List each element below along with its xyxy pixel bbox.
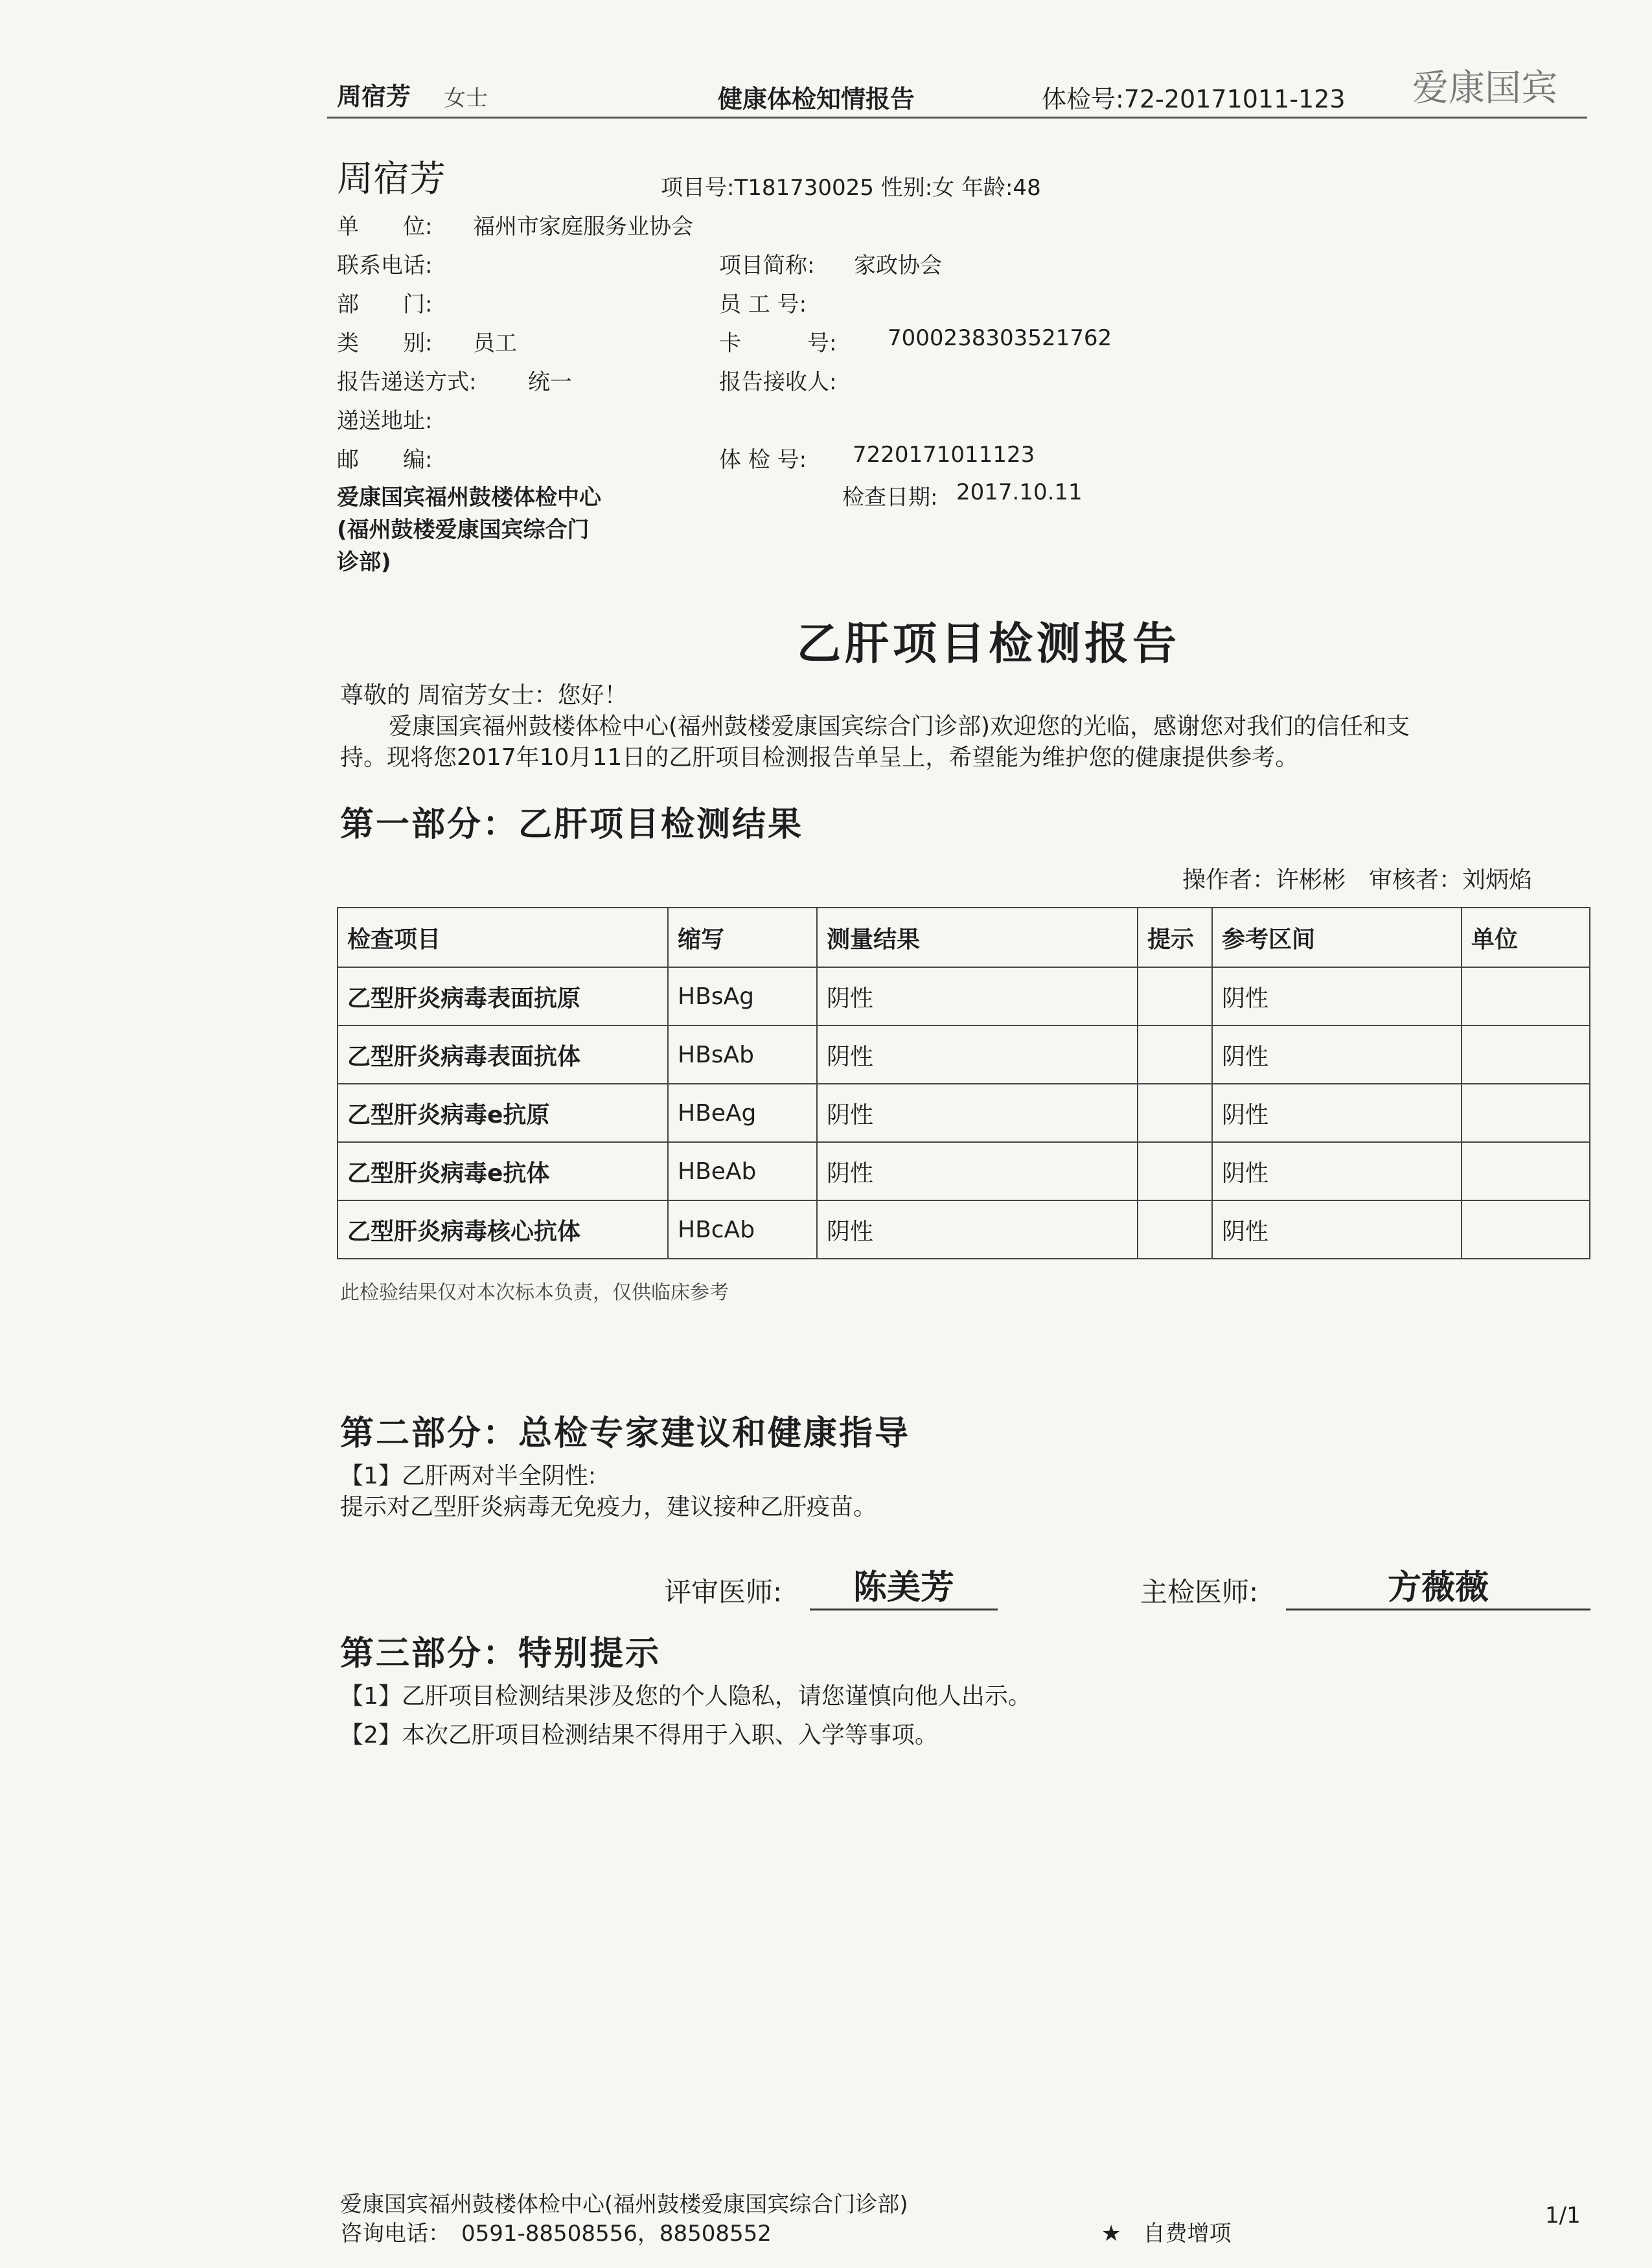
- center-name-line1: 爱康国宾福州鼓楼体检中心: [337, 485, 601, 510]
- employee-no-label: 员 工 号:: [719, 292, 807, 317]
- row-unit: [1462, 1084, 1590, 1142]
- intro-line1: 爱康国宾福州鼓楼体检中心(福州鼓楼爱康国宾综合门诊部)欢迎您的光临，感谢您对我们的信任和支: [389, 713, 1410, 740]
- row-result: 阴性: [817, 967, 1138, 1025]
- page-number: 1/1: [1545, 2203, 1581, 2228]
- col-hint: 提示: [1138, 908, 1212, 967]
- col-result: 测量结果: [817, 908, 1138, 967]
- brand-logo-text: 爱康国宾: [1412, 67, 1557, 109]
- row-ref: 阴性: [1212, 1200, 1462, 1259]
- notice-item1: 【1】乙肝项目检测结果涉及您的个人隐私，请您谨慎向他人出示。: [340, 1683, 1031, 1710]
- header-patient-name: 周宿芳: [337, 82, 411, 111]
- row-ref: 阴性: [1212, 1142, 1462, 1200]
- table-row: [338, 1142, 1590, 1200]
- reviewer-label: 评审医师:: [664, 1576, 783, 1608]
- category-value: 员工: [473, 330, 517, 356]
- header-report-type: 健康体检知情报告: [718, 85, 915, 113]
- row-item: 乙型肝炎病毒表面抗原: [338, 967, 668, 1025]
- row-abbr: HBsAg: [668, 967, 817, 1025]
- header-title-suffix: 女士: [444, 86, 488, 111]
- row-result: 阴性: [817, 1084, 1138, 1142]
- advice-item1-detail: 提示对乙型肝炎病毒无免疫力，建议接种乙肝疫苗。: [340, 1494, 877, 1520]
- category-label: 类 别:: [337, 330, 433, 356]
- table-row: [338, 1200, 1590, 1259]
- center-name-line2: (福州鼓楼爱康国宾综合门: [337, 517, 590, 543]
- row-item: 乙型肝炎病毒e抗原: [338, 1084, 668, 1142]
- row-item: 乙型肝炎病毒e抗体: [338, 1142, 668, 1200]
- exam-no-value: 7220171011123: [853, 442, 1035, 468]
- reviewer-signature: 陈美芳: [853, 1568, 954, 1607]
- row-abbr: HBeAg: [668, 1084, 817, 1142]
- part2-title: 第二部分：总检专家建议和健康指导: [340, 1414, 911, 1453]
- delivery-label: 报告递送方式:: [337, 369, 477, 395]
- row-ref: 阴性: [1212, 1084, 1462, 1142]
- row-hint: [1138, 1025, 1212, 1084]
- part1-title: 第一部分：乙肝项目检测结果: [340, 805, 804, 844]
- results-table: [337, 907, 1590, 1259]
- row-abbr: HBcAb: [668, 1200, 817, 1259]
- card-label: 卡 号:: [719, 330, 837, 356]
- exam-date-value: 2017.10.11: [956, 479, 1083, 505]
- col-abbr: 缩写: [668, 908, 817, 967]
- intro-line2: 持。现将您2017年10月11日的乙肝项目检测报告单呈上，希望能为维护您的健康提供参考。: [340, 744, 1299, 771]
- card-value: 7000238303521762: [888, 325, 1112, 351]
- col-ref: 参考区间: [1212, 908, 1462, 967]
- project-short-value: 家政协会: [854, 253, 942, 279]
- col-unit: 单位: [1462, 908, 1590, 967]
- disclaimer: 此检验结果仅对本次标本负责，仅供临床参考: [340, 1281, 729, 1304]
- row-unit: [1462, 1200, 1590, 1259]
- exam-date-label: 检查日期:: [842, 485, 938, 510]
- chief-signature-line: [1286, 1560, 1590, 1610]
- part3-title: 第三部分：特别提示: [340, 1634, 661, 1673]
- receiver-label: 报告接收人:: [719, 369, 837, 395]
- row-item: 乙型肝炎病毒核心抗体: [338, 1200, 668, 1259]
- patient-name: 周宿芳: [337, 158, 446, 200]
- phone-label: 联系电话:: [337, 253, 433, 279]
- footer-phone: 咨询电话： 0591-88508556，88508552: [340, 2221, 772, 2247]
- row-hint: [1138, 1200, 1212, 1259]
- unit-label: 单 位:: [337, 214, 433, 240]
- reviewer-signature-line: [810, 1560, 998, 1610]
- row-unit: [1462, 1025, 1590, 1084]
- greeting: 尊敬的 周宿芳女士：您好！: [340, 682, 628, 709]
- unit-value: 福州市家庭服务业协会: [473, 214, 693, 240]
- row-hint: [1138, 1142, 1212, 1200]
- header-divider: [327, 117, 1587, 119]
- notice-item2: 【2】本次乙肝项目检测结果不得用于入职、入学等事项。: [340, 1722, 938, 1748]
- postcode-label: 邮 编:: [337, 447, 433, 473]
- row-result: 阴性: [817, 1200, 1138, 1259]
- address-label: 递送地址:: [337, 408, 433, 434]
- row-abbr: HBsAb: [668, 1025, 817, 1084]
- project-short-label: 项目简称:: [719, 253, 815, 279]
- footer-center: 爱康国宾福州鼓楼体检中心(福州鼓楼爱康国宾综合门诊部): [340, 2192, 908, 2217]
- row-hint: [1138, 967, 1212, 1025]
- project-line: 项目号:T181730025 性别:女 年龄:48: [661, 175, 1041, 201]
- col-item: 检查项目: [338, 908, 668, 967]
- exam-no-label: 体 检 号:: [719, 447, 807, 473]
- operator-reviewer: 操作者：许彬彬 审核者：刘炳焰: [1182, 867, 1533, 893]
- results-header-row: [338, 908, 1590, 967]
- center-name-line3: 诊部): [337, 549, 391, 575]
- dept-label: 部 门:: [337, 292, 433, 317]
- header-exam-number: 体检号:72-20171011-123: [1042, 85, 1346, 113]
- table-row: [338, 967, 1590, 1025]
- row-unit: [1462, 1142, 1590, 1200]
- chief-label: 主检医师:: [1140, 1576, 1259, 1608]
- table-row: [338, 1084, 1590, 1142]
- delivery-value: 统一: [528, 369, 572, 395]
- row-ref: 阴性: [1212, 967, 1462, 1025]
- row-result: 阴性: [817, 1142, 1138, 1200]
- advice-item1: 【1】乙肝两对半全阴性:: [340, 1463, 597, 1489]
- table-row: [338, 1025, 1590, 1084]
- row-ref: 阴性: [1212, 1025, 1462, 1084]
- footer-self-pay: ★ 自费增项: [1101, 2221, 1232, 2247]
- row-hint: [1138, 1084, 1212, 1142]
- report-title: 乙肝项目检测报告: [797, 619, 1181, 670]
- row-item: 乙型肝炎病毒表面抗体: [338, 1025, 668, 1084]
- row-abbr: HBeAb: [668, 1142, 817, 1200]
- chief-signature: 方薇薇: [1387, 1568, 1489, 1607]
- row-unit: [1462, 967, 1590, 1025]
- row-result: 阴性: [817, 1025, 1138, 1084]
